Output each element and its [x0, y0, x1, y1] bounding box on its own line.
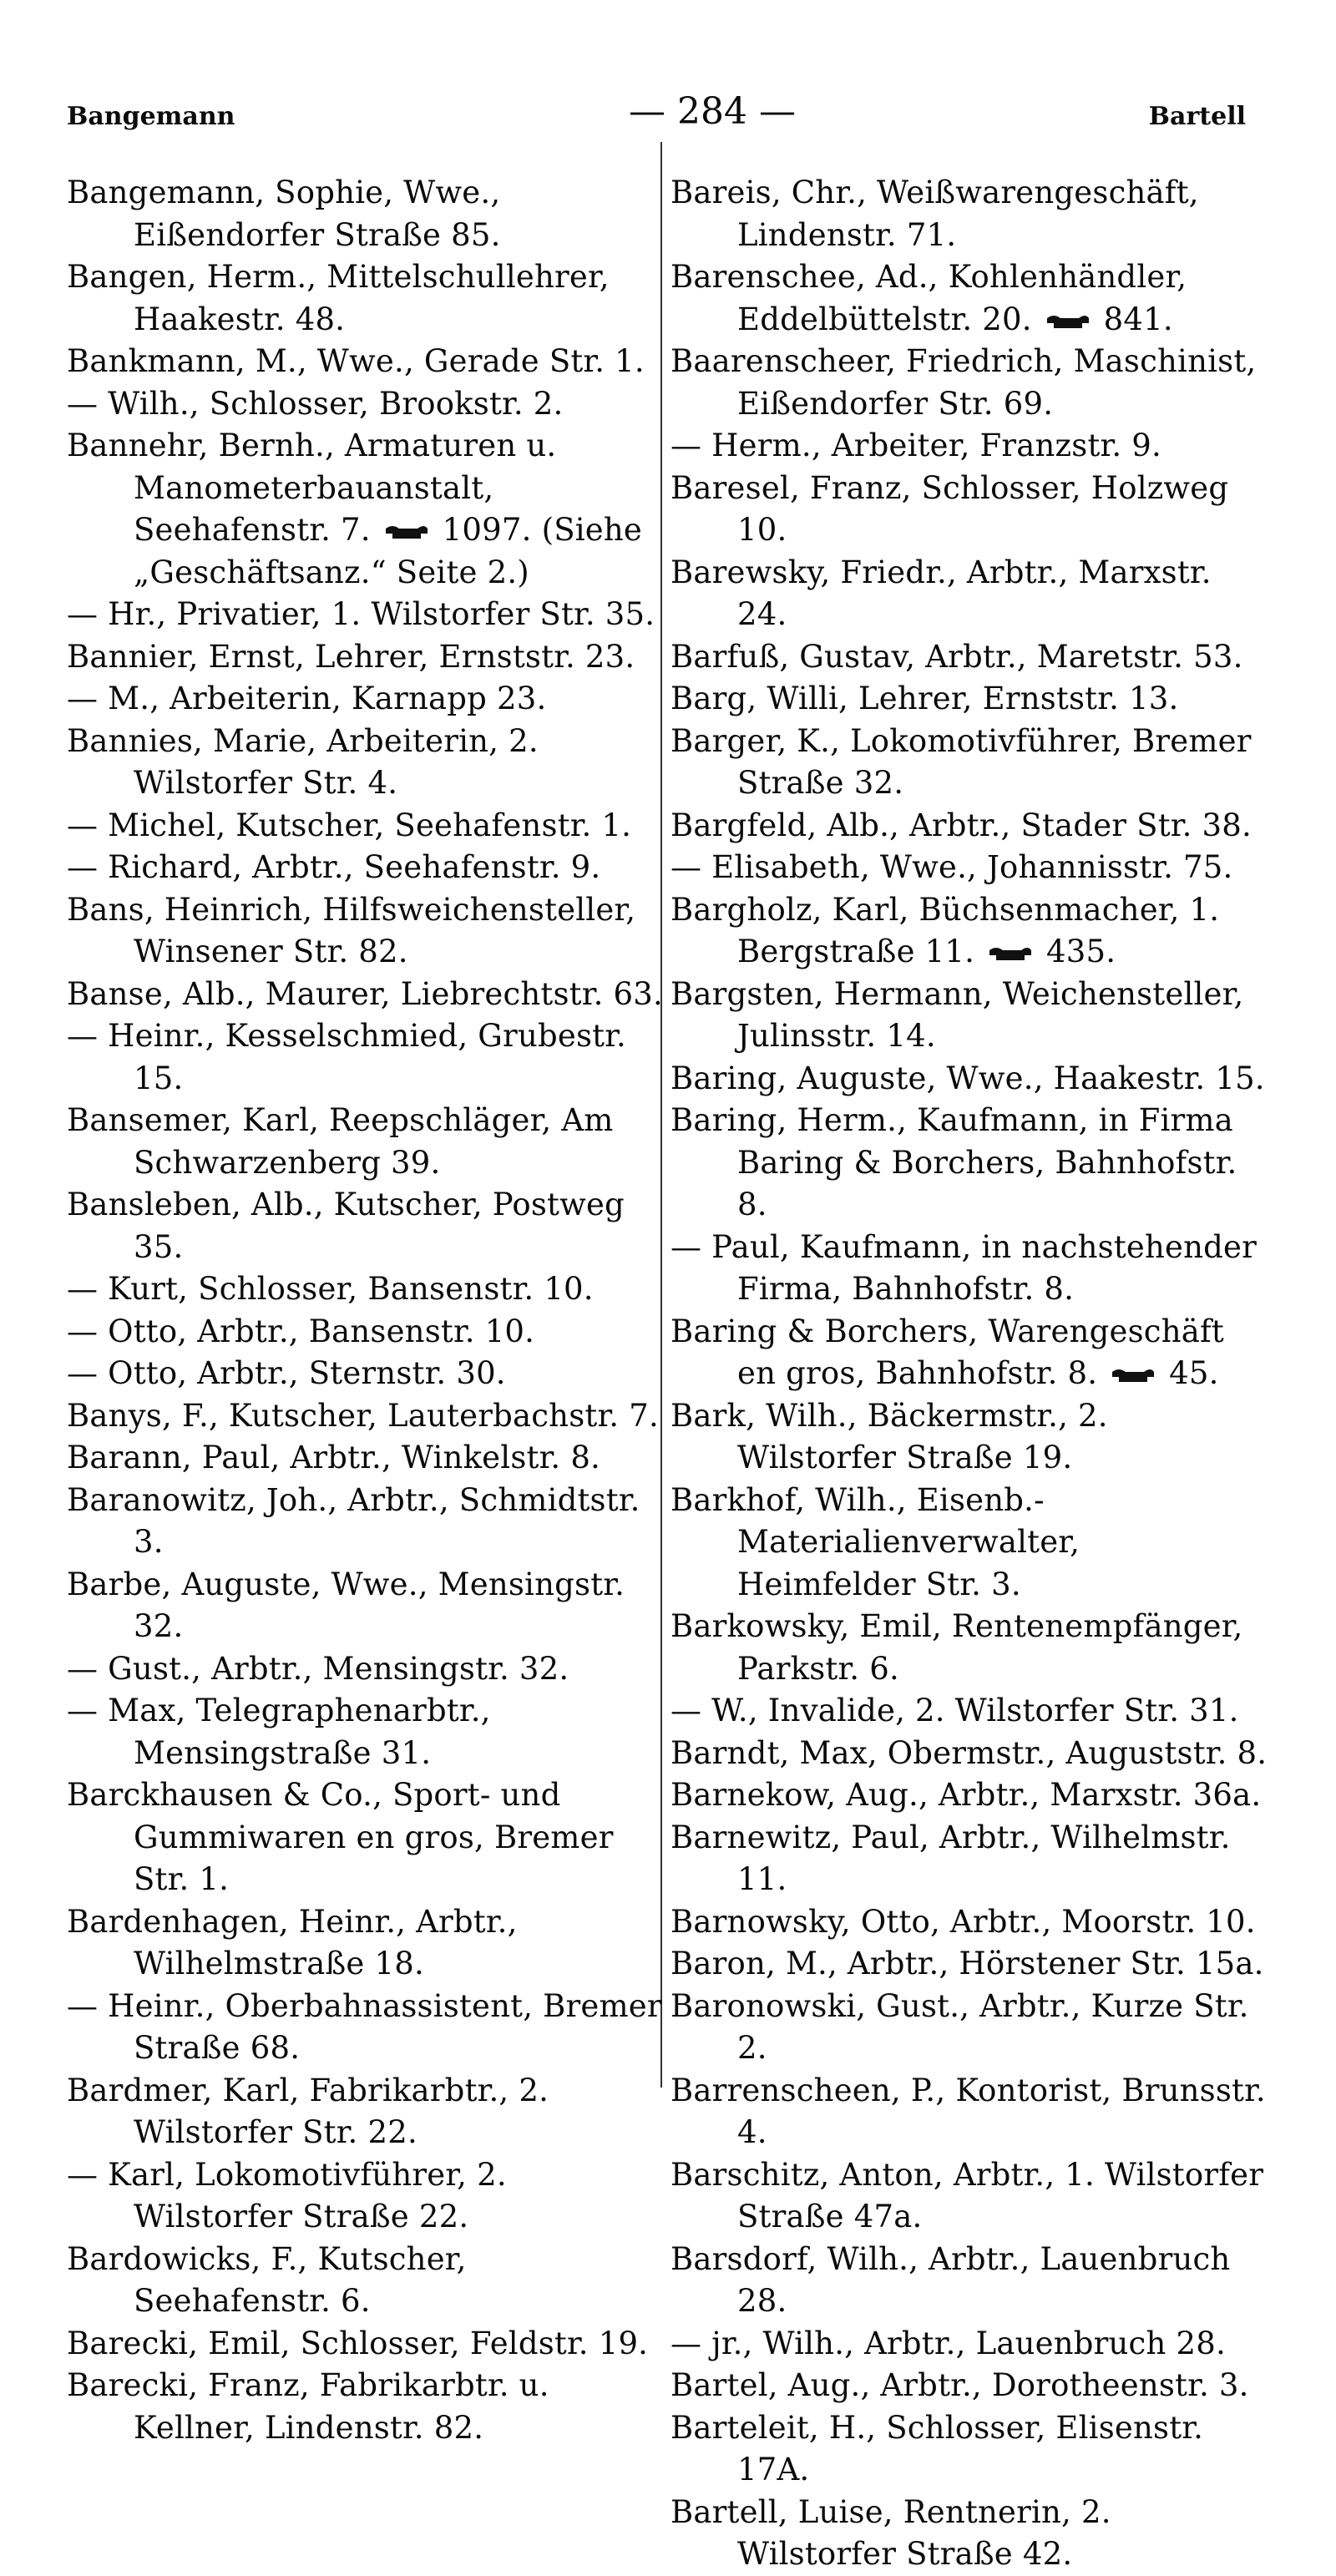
directory-entry: Baron, M., Arbtr., Hörstener Str. 15a. — [671, 1946, 1264, 1981]
directory-entry: — W., Invalide, 2. Wilstorfer Str. 31. — [671, 1693, 1239, 1728]
right-column — [671, 172, 1268, 2576]
page-header — [40, 90, 1246, 140]
directory-entry: Baring, Herm., Kaufmann, in Firma Baring & Borchers, Bahnhofstr. 8. — [671, 1102, 1237, 1222]
directory-entry: Bargfeld, Alb., Arbtr., Stader Str. 38. — [671, 807, 1252, 843]
directory-entry: Bardenhagen, Heinr., Arbtr., Wilhelmstraße 18. — [67, 1903, 518, 1981]
running-head-right: Bartell — [1148, 102, 1246, 131]
directory-entry: — Karl, Lokomotivführer, 2. Wilstorfer Straße 22. — [67, 2156, 507, 2234]
directory-entry: Bartel, Aug., Arbtr., Dorotheenstr. 3. — [671, 2367, 1249, 2403]
directory-entry: — Elisabeth, Wwe., Johannisstr. 75. — [671, 849, 1233, 885]
directory-entry: Barbe, Auguste, Wwe., Mensingstr. 32. — [67, 1566, 625, 1644]
directory-entry: Barenschee, Ad., Kohlenhändler, Eddelbüttelstr. 20. 841. — [671, 259, 1187, 337]
directory-entry: Bannehr, Bernh., Armaturen u. Manometerbauanstalt, Seehafenstr. 7. 1097. (Siehe „Geschäftsanz.“ Seite 2.) — [67, 428, 643, 590]
directory-entry: Barkowsky, Emil, Rentenempfänger, Parkstr. 6. — [671, 1608, 1243, 1687]
directory-entry: — Kurt, Schlosser, Bansenstr. 10. — [67, 1271, 594, 1307]
directory-entry: Barschitz, Anton, Arbtr., 1. Wilstorfer Straße 47a. — [671, 2156, 1264, 2234]
directory-entry: Barecki, Emil, Schlosser, Feldstr. 19. — [67, 2325, 649, 2361]
directory-entry: Bansleben, Alb., Kutscher, Postweg 35. — [67, 1187, 625, 1265]
directory-entry: Bangen, Herm., Mittelschullehrer, Haakestr. 48. — [67, 259, 610, 337]
directory-entry: — Otto, Arbtr., Sternstr. 30. — [67, 1355, 506, 1391]
telephone-icon — [988, 944, 1033, 965]
directory-entry: Barnowsky, Otto, Arbtr., Moorstr. 10. — [671, 1903, 1256, 1940]
directory-entry: Bargsten, Hermann, Weichensteller, Julinsstr. 14. — [671, 975, 1244, 1054]
directory-entry: — Heinr., Kesselschmied, Grubestr. 15. — [67, 1018, 626, 1096]
directory-entry: Barewsky, Friedr., Arbtr., Marxstr. 24. — [671, 554, 1212, 632]
directory-entry: — Paul, Kaufmann, in nachstehender Firma, Bahnhofstr. 8. — [671, 1228, 1258, 1307]
directory-entry: Barrenscheen, P., Kontorist, Brunsstr. 4. — [671, 2072, 1266, 2150]
directory-entry: Barg, Willi, Lehrer, Ernststr. 13. — [671, 681, 1179, 716]
directory-entry: Baring & Borchers, Warengeschäft en gros, Bahnhofstr. 8. 45. — [671, 1313, 1224, 1391]
directory-entry: — Wilh., Schlosser, Brookstr. 2. — [67, 385, 564, 422]
directory-entry: — Gust., Arbtr., Mensingstr. 32. — [67, 1650, 569, 1687]
running-head-left: Bangemann — [67, 102, 235, 131]
directory-entry: Baranowitz, Joh., Arbtr., Schmidtstr. 3. — [67, 1481, 640, 1560]
directory-entry: Barnewitz, Paul, Arbtr., Wilhelmstr. 11. — [671, 1819, 1231, 1897]
directory-entry: Bardowicks, F., Kutscher, Seehafenstr. 6. — [67, 2240, 467, 2319]
directory-entry: Barfuß, Gustav, Arbtr., Maretstr. 53. — [671, 638, 1243, 675]
page-number: — 284 — — [629, 90, 796, 133]
directory-entry: — Hr., Privatier, 1. Wilstorfer Str. 35. — [67, 596, 655, 632]
directory-entry: — Heinr., Oberbahnassistent, Bremer Straße 68. — [67, 1987, 662, 2066]
directory-entry: Baresel, Franz, Schlosser, Holzweg 10. — [671, 469, 1229, 548]
directory-entry: Barger, K., Lokomotivführer, Bremer Straße 32. — [671, 722, 1252, 801]
directory-entry: Barecki, Franz, Fabrikarbtr. u. Kellner, Lindenstr. 82. — [67, 2367, 549, 2446]
directory-entry: Bangemann, Sophie, Wwe., Eißendorfer Straße 85. — [67, 175, 501, 253]
directory-entry: Bansemer, Karl, Reepschläger, Am Schwarzenberg 39. — [67, 1102, 614, 1181]
directory-entry: Baronowski, Gust., Arbtr., Kurze Str. 2. — [671, 1987, 1249, 2066]
directory-entry: Banys, F., Kutscher, Lauterbachstr. 7. — [67, 1397, 659, 1434]
directory-entry: Barteleit, H., Schlosser, Elisenstr. 17A. — [671, 2409, 1204, 2487]
directory-entry: Bankmann, M., Wwe., Gerade Str. 1. — [67, 343, 645, 379]
directory-entry: — Herm., Arbeiter, Franzstr. 9. — [671, 428, 1161, 463]
directory-entry: Bannies, Marie, Arbeiterin, 2. Wilstorfer Str. 4. — [67, 722, 539, 801]
directory-entry: Bartell, Luise, Rentnerin, 2. Wilstorfer Straße 42. — [671, 2493, 1111, 2572]
directory-entry: Baring, Auguste, Wwe., Haakestr. 15. — [671, 1060, 1265, 1096]
directory-entry: Bark, Wilh., Bäckermstr., 2. Wilstorfer Straße 19. — [671, 1397, 1108, 1475]
directory-entry: Baarenscheer, Friedrich, Maschinist, Eißendorfer Str. 69. — [671, 343, 1257, 422]
directory-entry: Barndt, Max, Obermstr., Auguststr. 8. — [671, 1734, 1268, 1771]
directory-entry: Banse, Alb., Maurer, Liebrechtstr. 63. — [67, 975, 663, 1012]
directory-entry: Barckhausen & Co., Sport- und Gummiwaren en gros, Bremer Str. 1. — [67, 1777, 614, 1897]
directory-entry: Bargholz, Karl, Büchsenmacher, 1. Bergstraße 11. 435. — [671, 891, 1220, 969]
directory-entry: Barsdorf, Wilh., Arbtr., Lauenbruch 28. — [671, 2240, 1231, 2319]
directory-entry: Barann, Paul, Arbtr., Winkelstr. 8. — [67, 1440, 601, 1475]
directory-entry: — Richard, Arbtr., Seehafenstr. 9. — [67, 849, 601, 885]
telephone-icon — [384, 522, 429, 544]
directory-entry: Bardmer, Karl, Fabrikarbtr., 2. Wilstorfer Str. 22. — [67, 2072, 549, 2150]
directory-entry: — M., Arbeiterin, Karnapp 23. — [67, 681, 547, 716]
directory-entry: Barnekow, Aug., Arbtr., Marxstr. 36a. — [671, 1777, 1262, 1813]
directory-entry: — Michel, Kutscher, Seehafenstr. 1. — [67, 807, 632, 843]
directory-entry: Bans, Heinrich, Hilfsweichensteller, Winsener Str. 82. — [67, 891, 636, 969]
directory-entry: — Otto, Arbtr., Bansenstr. 10. — [67, 1313, 535, 1349]
directory-entry: Bannier, Ernst, Lehrer, Ernststr. 23. — [67, 638, 635, 675]
directory-entry: Bareis, Chr., Weißwarengeschäft, Lindenstr. 71. — [671, 175, 1199, 253]
directory-entry: — Max, Telegraphenarbtr., Mensingstraße 31. — [67, 1693, 491, 1771]
left-column — [67, 172, 664, 2449]
telephone-icon — [1111, 1365, 1156, 1387]
directory-entry: — jr., Wilh., Arbtr., Lauenbruch 28. — [671, 2325, 1226, 2361]
telephone-icon — [1045, 311, 1091, 333]
directory-entry: Barkhof, Wilh., Eisenb.-Materialienverwalter, Heimfelder Str. 3. — [671, 1481, 1080, 1602]
